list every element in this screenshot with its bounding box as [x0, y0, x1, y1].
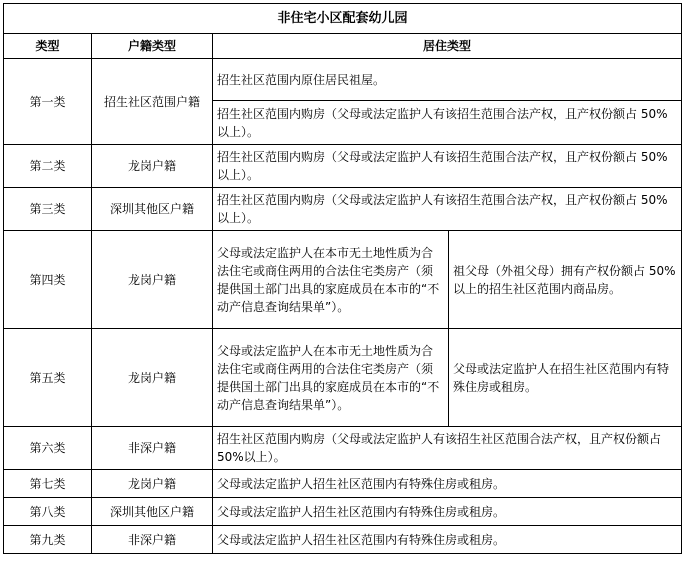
- kindergarten-admission-table-wrapper: [3, 3, 681, 554]
- cell-hukou: 深圳其他区户籍: [92, 188, 213, 231]
- cell-residence: 招生社区范围内购房（父母或法定监护人有该招生范围合法产权，且产权份额占 50%以上）。: [213, 188, 682, 231]
- cell-type: 第七类: [4, 470, 92, 498]
- cell-residence-left: 父母或法定监护人在本市无土地性质为合法住宅或商住两用的合法住宅类房产（须提供国土部门出具的家庭成员在本市的“不动产信息查询结果单”）。: [213, 329, 449, 427]
- cell-residence-right: 父母或法定监护人在招生社区范围内有特殊住房或租房。: [449, 329, 682, 427]
- cell-type: 第九类: [4, 526, 92, 554]
- table-row: [4, 427, 682, 470]
- cell-hukou: 龙岗户籍: [92, 145, 213, 188]
- table-title: 非住宅小区配套幼儿园: [4, 4, 682, 34]
- header-residence: 居住类型: [213, 34, 682, 59]
- cell-type: 第四类: [4, 231, 92, 329]
- cell-hukou: 龙岗户籍: [92, 329, 213, 427]
- table-row: [4, 329, 682, 427]
- table-row: [4, 470, 682, 498]
- cell-residence: 招生社区范围内购房（父母或法定监护人有该招生范围合法产权，且产权份额占 50%以上）。: [213, 101, 682, 145]
- cell-hukou: 深圳其他区户籍: [92, 498, 213, 526]
- header-row: [4, 34, 682, 59]
- cell-residence: 招生社区范围内购房（父母或法定监护人有该招生范围合法产权，且产权份额占 50%以上）。: [213, 145, 682, 188]
- header-type: 类型: [4, 34, 92, 59]
- cell-residence: 父母或法定监护人招生社区范围内有特殊住房或租房。: [213, 526, 682, 554]
- cell-residence-left: 父母或法定监护人在本市无土地性质为合法住宅或商住两用的合法住宅类房产（须提供国土部门出具的家庭成员在本市的“不动产信息查询结果单”）。: [213, 231, 449, 329]
- cell-residence-right: 祖父母（外祖父母）拥有产权份额占 50%以上的招生社区范围内商品房。: [449, 231, 682, 329]
- header-hukou: 户籍类型: [92, 34, 213, 59]
- table-row: [4, 145, 682, 188]
- table-row: [4, 231, 682, 329]
- table-row: [4, 526, 682, 554]
- cell-hukou: 招生社区范围户籍: [92, 59, 213, 145]
- admission-table: [3, 3, 682, 554]
- cell-type: 第六类: [4, 427, 92, 470]
- table-row: [4, 59, 682, 101]
- cell-hukou: 龙岗户籍: [92, 470, 213, 498]
- cell-hukou: 非深户籍: [92, 427, 213, 470]
- cell-type: 第三类: [4, 188, 92, 231]
- cell-type: 第一类: [4, 59, 92, 145]
- table-row: [4, 188, 682, 231]
- cell-type: 第八类: [4, 498, 92, 526]
- cell-hukou: 非深户籍: [92, 526, 213, 554]
- cell-hukou: 龙岗户籍: [92, 231, 213, 329]
- table-row: [4, 498, 682, 526]
- title-row: [4, 4, 682, 34]
- cell-type: 第二类: [4, 145, 92, 188]
- cell-residence: 父母或法定监护人招生社区范围内有特殊住房或租房。: [213, 470, 682, 498]
- cell-residence: 招生社区范围内原住居民祖屋。: [213, 59, 682, 101]
- cell-residence: 父母或法定监护人招生社区范围内有特殊住房或租房。: [213, 498, 682, 526]
- cell-type: 第五类: [4, 329, 92, 427]
- cell-residence: 招生社区范围内购房（父母或法定监护人有该招生社区范围合法产权，且产权份额占 50%以上）。: [213, 427, 682, 470]
